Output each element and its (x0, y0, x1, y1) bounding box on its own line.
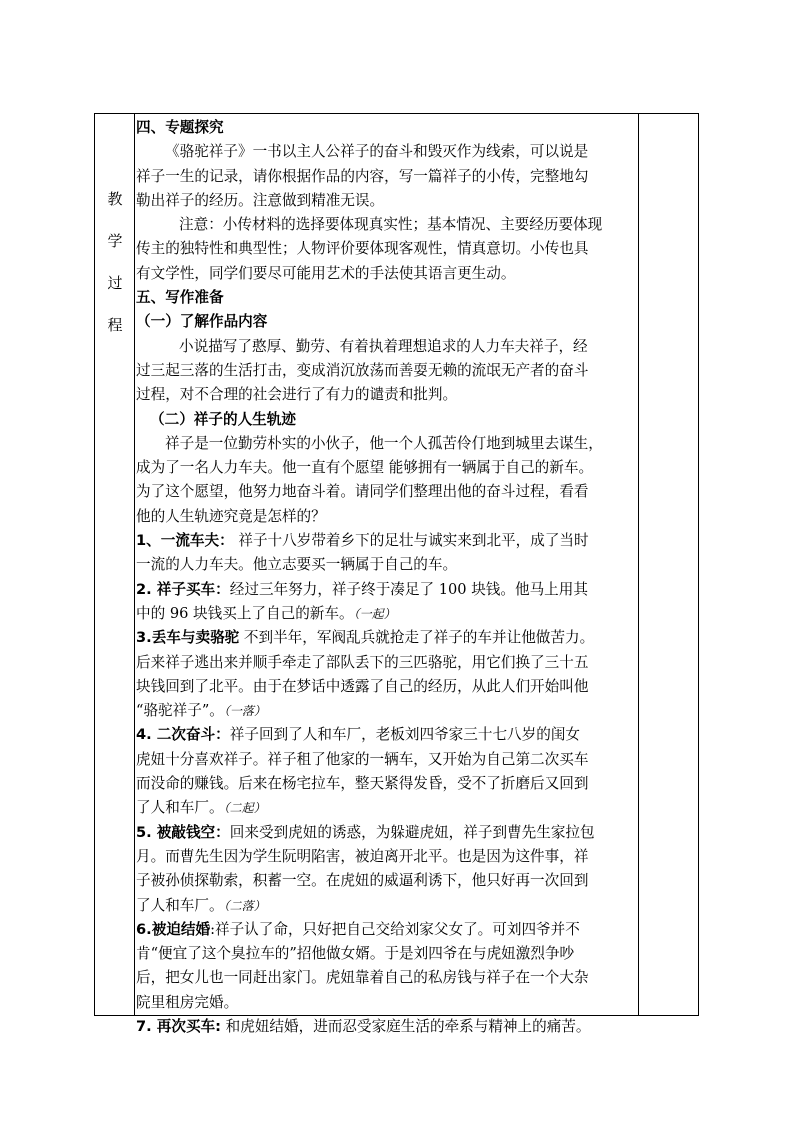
subsection-heading: （一）了解作品内容 (136, 313, 268, 331)
paragraph-line: 一流的人力车夫。他立志要买一辆属于自己的车。 (136, 556, 458, 574)
paragraph-line: 肯“便宜了这个臭拉车的”招他做女婿。于是刘四爷在与虎妞激烈争吵 (136, 945, 575, 963)
column-divider-right (638, 114, 639, 1015)
event-label: 2. 祥子买车： (136, 580, 230, 598)
paragraph-line: 院里租房完婚。 (136, 993, 239, 1011)
event-text: “骆驼祥子”。 (136, 702, 224, 720)
phase-note: （二起） (223, 801, 266, 816)
event-label: 3.丢车与卖骆驼 (136, 629, 240, 647)
paragraph-line: 为了这个愿望，他努力地奋斗着。请同学们整理出他的奋斗过程，看看 (136, 483, 589, 501)
paragraph-line: 小说描写了憨厚、勤劳、有着执着理想追求的人力车夫祥子，经 (179, 337, 588, 355)
paragraph-line (136, 894, 638, 918)
paragraph-line: 后，把女儿也一同赶出家门。虎妞靠着自己的私房钱与祥子在一个大杂 (136, 969, 589, 987)
side-label-column (95, 189, 135, 357)
event-label: 1、一流车夫： (136, 532, 234, 550)
event-item (136, 821, 638, 845)
paragraph-line: 而没命的赚钱。后来在杨宅拉车，整天紧得发昏，受不了折磨后又回到 (136, 775, 589, 793)
event-text: 和虎妞结婚，进而忍受家庭生活的牵系与精神上的痛苦。 (221, 1017, 591, 1035)
paragraph-line: 注意：小传材料的选择要体现真实性；基本情况、主要经历要体现 (179, 216, 603, 234)
paragraph-line: 过程，对不合理的社会进行了有力的谴责和批判。 (136, 386, 458, 404)
paragraph-line (136, 699, 638, 723)
event-item (136, 529, 638, 553)
event-text: 了人和车厂。 (136, 896, 224, 914)
paragraph-line (136, 796, 638, 820)
paragraph-line: 子被孙侦探勒索，积蓄一空。在虎妞的威逼利诱下，他只好再一次回到 (136, 872, 589, 890)
event-text: 不到半年，军阀乱兵就抢走了祥子的车并让他做苦力。 (239, 629, 595, 647)
paragraph-line: 《骆驼祥子》一书以主人公祥子的奋斗和毁灭作为线索，可以说是 (165, 143, 589, 161)
paragraph-line: 祥子一生的记录，请你根据作品的内容，写一篇祥子的小传，完整地勾 (136, 167, 589, 185)
paragraph-line: 后来祥子逃出来并顺手牵走了部队丢下的三匹骆驼，用它们换了三十五 (136, 653, 589, 671)
event-item (136, 578, 638, 602)
content-cell (136, 116, 638, 1039)
event-text: 祥子回到了人和车厂，老板刘四爷家三十七八岁的闺女 (229, 726, 581, 744)
event-label: 5. 被敲钱空： (136, 823, 230, 841)
event-text: :祥子认了命，只好把自己交给刘家父女了。可刘四爷并不 (210, 920, 580, 938)
phase-note: （一落） (223, 704, 266, 719)
event-text: 祥子十八岁带着乡下的足壮与诚实来到北平，成了当时 (233, 532, 589, 550)
paragraph-line: 月。而曹先生因为学生阮明陷害，被迫离开北平。也是因为这件事，祥 (136, 847, 589, 865)
paragraph-line: 他的人生轨迹究竟是怎样的？ (136, 507, 326, 525)
paragraph-line: 祥子是一位勤劳朴实的小伙子，他一个人孤苦伶仃地到城里去谋生， (165, 434, 603, 452)
phase-note: （一起） (353, 606, 396, 621)
paragraph-line (136, 602, 638, 626)
event-text: 经过三年努力，祥子终于凑足了 100 块钱。他马上用其 (229, 580, 588, 598)
event-item (136, 723, 638, 747)
event-item (136, 918, 638, 942)
phase-note: （二落） (223, 898, 266, 913)
paragraph-line: 有文学性，同学们要尽可能用艺术的手法使其语言更生动。 (136, 264, 516, 282)
paragraph-line: 勒出祥子的经历。注意做到精准无误。 (136, 191, 385, 209)
event-text: 中的 96 块钱买上了自己的新车。 (136, 604, 354, 622)
event-label: 7. 再次买车: (136, 1017, 221, 1035)
event-text: 回来受到虎妞的诱惑，为躲避虎妞，祥子到曹先生家拉包 (229, 823, 595, 841)
section-heading: 四、专题探究 (136, 119, 224, 136)
section-heading: 五、写作准备 (136, 289, 224, 307)
paragraph-line: 传主的独特性和典型性；人物评价要体现客观性，情真意切。小传也具 (136, 240, 589, 258)
side-label-char: 学 (107, 232, 123, 250)
side-label-char: 过 (107, 274, 123, 292)
event-item (136, 626, 638, 650)
side-label-char: 程 (107, 316, 123, 334)
event-text: 了人和车厂。 (136, 799, 224, 817)
paragraph-line: 成为了一名人力车夫。他一直有个愿望 能够拥有一辆属于自己的新车。 (136, 459, 594, 477)
subsection-heading: （二）祥子的人生轨迹 (150, 410, 296, 428)
paragraph-line: 过三起三落的生活打击，变成消沉放荡而善耍无赖的流氓无产者的奋斗 (136, 361, 589, 379)
lesson-table (94, 113, 699, 1035)
paragraph-line: 虎妞十分喜欢祥子。祥子租了他家的一辆车，又开始为自己第二次买车 (136, 750, 589, 768)
event-label: 4. 二次奋斗： (136, 726, 230, 744)
side-label-char: 教 (107, 190, 123, 208)
event-item (136, 1015, 638, 1039)
event-label: 6.被迫结婚 (136, 920, 211, 938)
paragraph-line: 块钱回到了北平。由于在梦话中透露了自己的经历，从此人们开始叫他 (136, 677, 589, 695)
